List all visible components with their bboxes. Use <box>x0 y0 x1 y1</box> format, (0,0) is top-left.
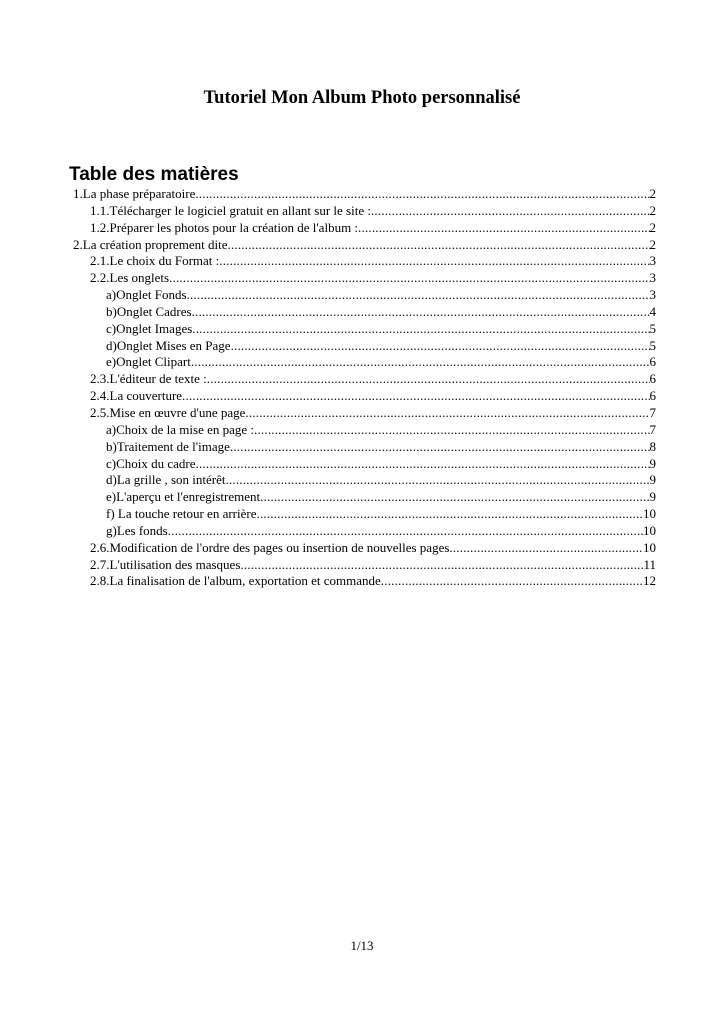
toc-entry-title: b)Traitement de l'image <box>106 438 230 454</box>
toc-dot-leader <box>192 321 649 338</box>
toc-entry-title: 2.3.L'éditeur de texte : <box>90 371 207 387</box>
toc-entry-page: 2 <box>649 236 656 252</box>
toc-entry-page: 8 <box>649 438 656 454</box>
toc-dot-leader <box>191 354 650 371</box>
toc-entry-title: g)Les fonds <box>106 522 168 538</box>
toc-entry-title: e)L'aperçu et l'enregistrement <box>106 489 261 505</box>
toc-entry-page: 10 <box>643 522 656 538</box>
toc-entry-title: 2.2.Les onglets <box>90 270 170 286</box>
toc-entry-title: c)Choix du cadre <box>106 455 196 471</box>
toc-dot-leader <box>245 405 649 422</box>
toc-entry[interactable] <box>106 422 656 439</box>
toc-dot-leader <box>192 304 650 321</box>
toc-dot-leader <box>358 220 649 237</box>
toc-entry[interactable] <box>106 354 656 371</box>
table-of-contents <box>0 186 724 590</box>
toc-entry[interactable] <box>106 304 656 321</box>
toc-entry-title: a)Onglet Fonds <box>106 287 187 303</box>
toc-entry[interactable] <box>90 388 656 405</box>
toc-entry-page: 6 <box>649 371 656 387</box>
toc-entry[interactable] <box>106 472 656 489</box>
toc-entry[interactable] <box>73 186 656 203</box>
toc-entry-title: 1.2.Préparer les photos pour la création de l'album : <box>90 219 359 235</box>
toc-entry-page: 4 <box>649 303 656 319</box>
toc-entry-page: 2 <box>649 219 656 235</box>
toc-entry-title: 2.8.La finalisation de l'album, exportation et commande <box>90 573 381 589</box>
toc-entry[interactable] <box>90 405 656 422</box>
toc-entry[interactable] <box>106 439 656 456</box>
toc-entry-page: 2 <box>649 186 656 201</box>
toc-dot-leader <box>257 506 644 523</box>
toc-dot-leader <box>169 270 649 287</box>
toc-entry[interactable] <box>90 573 656 590</box>
toc-entry-title: 2.6.Modification de l'ordre des pages ou insertion de nouvelles pages <box>90 539 450 555</box>
toc-entry[interactable] <box>90 557 656 574</box>
document-title: Tutoriel Mon Album Photo personnalisé <box>203 88 521 108</box>
toc-entry[interactable] <box>106 287 656 304</box>
toc-entry[interactable] <box>106 489 656 506</box>
toc-entry[interactable] <box>106 506 656 523</box>
toc-dot-leader <box>196 456 650 473</box>
toc-entry-page: 12 <box>643 573 656 589</box>
toc-entry[interactable] <box>90 270 656 287</box>
page-number: 1/13 <box>350 938 374 953</box>
toc-entry-title: f) La touche retour en arrière <box>106 506 257 522</box>
toc-entry[interactable] <box>106 321 656 338</box>
toc-dot-leader <box>260 489 649 506</box>
toc-entry-title: b)Onglet Cadres <box>106 303 192 319</box>
toc-dot-leader <box>187 287 650 304</box>
toc-entry-page: 7 <box>649 404 656 420</box>
toc-dot-leader <box>231 338 650 355</box>
toc-entry-title: 2.5.Mise en œuvre d'une page <box>90 404 246 420</box>
toc-entry-page: 5 <box>649 337 656 353</box>
toc-entry-page: 10 <box>643 506 656 522</box>
toc-entry-title: 1.1.Télécharger le logiciel gratuit en allant sur le site : <box>90 202 371 218</box>
toc-entry-page: 7 <box>649 421 656 437</box>
toc-entry-title: 2.7.L'utilisation des masques <box>90 556 241 572</box>
toc-entry-title: 1.La phase préparatoire <box>73 186 196 201</box>
toc-entry-page: 6 <box>649 388 656 404</box>
toc-entry[interactable] <box>90 253 656 270</box>
toc-dot-leader <box>182 388 649 405</box>
toc-entry-title: d)Onglet Mises en Page <box>106 337 231 353</box>
toc-dot-leader <box>230 439 650 456</box>
toc-entry-page: 9 <box>649 455 656 471</box>
toc-entry-page: 11 <box>643 556 656 572</box>
toc-entry-title: d)La grille , son intérêt <box>106 472 226 488</box>
toc-entry[interactable] <box>106 338 656 355</box>
toc-entry-page: 9 <box>649 489 656 505</box>
toc-entry-page: 10 <box>643 539 656 555</box>
toc-dot-leader <box>381 573 643 590</box>
toc-entry-page: 5 <box>649 320 656 336</box>
toc-entry-title: a)Choix de la mise en page : <box>106 421 255 437</box>
toc-dot-leader <box>219 253 649 270</box>
toc-entry-title: 2.La création proprement dite <box>73 236 228 252</box>
toc-entry[interactable] <box>90 371 656 388</box>
toc-dot-leader <box>449 540 643 557</box>
toc-entry[interactable] <box>90 203 656 220</box>
toc-entry[interactable] <box>106 456 656 473</box>
toc-entry-title: 2.4.La couverture <box>90 388 183 404</box>
toc-entry[interactable] <box>73 237 656 254</box>
toc-entry-title: c)Onglet Images <box>106 320 193 336</box>
toc-entry-page: 3 <box>649 253 656 269</box>
toc-entry[interactable] <box>90 220 656 237</box>
toc-entry[interactable] <box>90 540 656 557</box>
toc-entry-page: 6 <box>649 354 656 370</box>
toc-dot-leader <box>240 557 643 574</box>
toc-entry-title: 2.1.Le choix du Format : <box>90 253 220 269</box>
toc-dot-leader <box>228 237 650 254</box>
toc-heading: Table des matières <box>69 164 239 185</box>
toc-entry-page: 2 <box>649 202 656 218</box>
toc-entry-page: 3 <box>649 287 656 303</box>
toc-dot-leader <box>371 203 650 220</box>
toc-dot-leader <box>168 523 643 540</box>
toc-entry[interactable] <box>106 523 656 540</box>
toc-dot-leader <box>226 472 650 489</box>
toc-dot-leader <box>254 422 649 439</box>
toc-dot-leader <box>207 371 650 388</box>
toc-dot-leader <box>195 186 649 203</box>
toc-entry-page: 9 <box>649 472 656 488</box>
toc-entry-title: e)Onglet Clipart <box>106 354 191 370</box>
toc-entry-page: 3 <box>649 270 656 286</box>
